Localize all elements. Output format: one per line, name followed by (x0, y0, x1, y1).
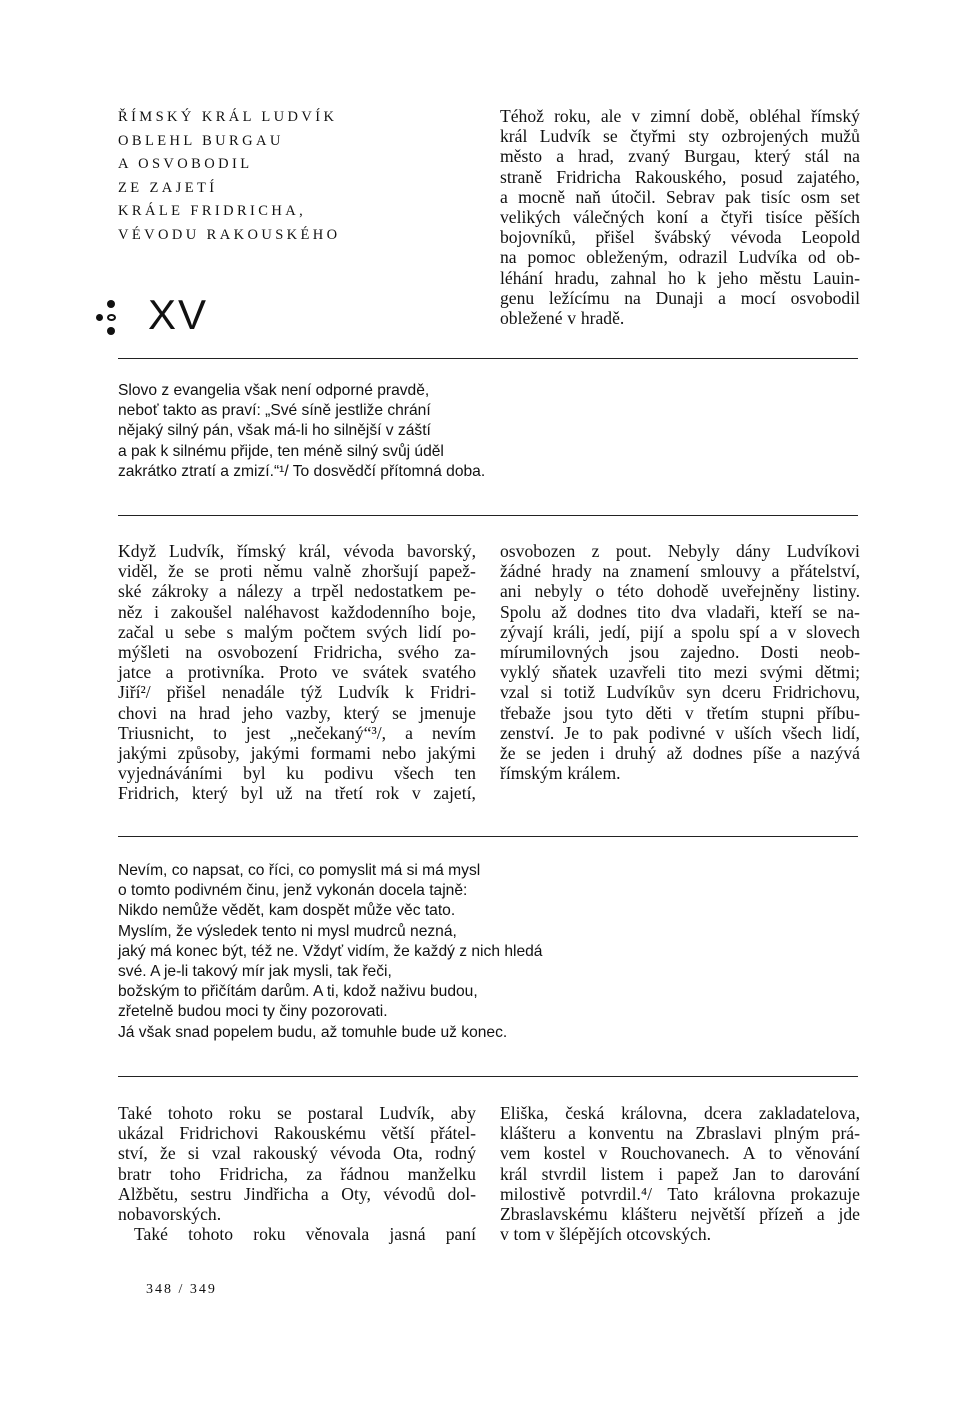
text-line: bojovníků, přišel švábský vévoda Leopold (500, 227, 860, 248)
text-line: Triusnicht, to jest „nečekaný“³/, a nevím (118, 722, 476, 743)
text-line: zývají králi, jedí, pijí a spolu spí a v slovech (500, 621, 860, 642)
page-number: 348 / 349 (146, 1282, 217, 1297)
section-divider (118, 358, 858, 359)
text-line: mýšleti na osvobození Fridricha, svého za- (118, 642, 476, 663)
chapter-heading (118, 106, 418, 248)
text-line: vyjednáváními byl ku podivu všech ten (118, 763, 476, 784)
text-line: nobavorských. (118, 1204, 222, 1225)
chapter-heading-line: ŘÍMSKÝ KRÁL LUDVÍK (118, 109, 338, 125)
verse-line: jaký má konec být, též ne. Vždyť vidím, že každý z nich hledá (118, 942, 543, 960)
section-divider (118, 1076, 858, 1077)
chapter-heading-line: VÉVODU RAKOUSKÉHO (118, 226, 341, 243)
verse-line: Myslím, že výsledek tento ni mysl mudrců nezná, (118, 922, 457, 940)
text-line: mírumilovných jsou zajedno. Dosti neob- (500, 642, 860, 663)
chapter-heading-line: ZE ZAJETÍ (118, 179, 218, 196)
verse-line: své. A je-li takový mír jak mysli, tak řeči, (118, 963, 392, 981)
text-line: Téhož roku, ale v zimní době, obléhal římský (500, 106, 860, 126)
text-line: Když Ludvík, římský král, vévoda bavorský, (118, 541, 476, 561)
text-line: římským králem. (500, 763, 621, 784)
text-line: ské zákroky a nálezy a trpěl nedostatkem pe- (118, 581, 476, 602)
verse-block (118, 861, 678, 1043)
verse-line: a pak k silnému přijde, ten méně silný svůj úděl (118, 442, 444, 460)
text-line: léhání hradu, zahnal ho k jeho městu Lauin- (500, 267, 860, 288)
section-divider (118, 836, 858, 837)
text-line: zenství. Je to pak podivné v uších všech lidí, (500, 722, 860, 743)
text-line: v tom v šlépějích otcovských. (500, 1224, 712, 1245)
verse-line: Nikdo nemůže vědět, kam dospět může věc tato. (118, 902, 456, 920)
text-line: žádné hrady na znamení smlouvy a přátelství, (500, 561, 860, 582)
section-divider (118, 515, 858, 516)
text-line: chovi na hrad jeho vazby, který se jmenuje (118, 702, 476, 723)
text-line: viděl, že se proti němu valně zhoršují papež- (118, 561, 476, 582)
chapter-number: XV (148, 291, 209, 338)
verse-line: neboť takto as praví: „Své síně jestliže chrání (118, 402, 431, 420)
paragraph-right (500, 541, 860, 783)
text-line: něz i zakoušel naléhavost každodenního boje, (118, 601, 476, 622)
verse-block (118, 381, 678, 482)
text-line: velikých válečných koní a čtyři tisíce pěších (500, 207, 860, 228)
verse-line: Já však snad popelem budu, až tomuhle bude už konec. (118, 1023, 508, 1041)
text-line: vem kostel v Rouchovanech. A to věnování (500, 1143, 860, 1164)
text-line: začal u sebe s malým počtem svých lidí po- (118, 621, 476, 642)
text-line: na pomoc obleženým, odrazil Ludvíka od ob- (500, 247, 860, 268)
text-line: král stvrdil listem i papež Jan to darování (500, 1163, 860, 1184)
ornament-icon (96, 298, 120, 338)
verse-line: zřetelně budou moci ty činy pozorovati. (118, 1003, 388, 1021)
text-line: vzal si totiž Ludvíkův syn dceru Fridrichovu, (500, 682, 860, 703)
text-line: třebaže jsou tyto děti v třetím stupni příbu- (500, 702, 860, 723)
text-line: Alžbětu, sestru Jindřicha a Oty, vévodů dol- (118, 1183, 476, 1204)
chapter-heading-line: KRÁLE FRIDRICHA, (118, 203, 307, 220)
chapter-heading-line: OBLEHL BURGAU (118, 132, 284, 149)
text-line: Jiří²/ přišel nenadále týž Ludvík k Fridri- (118, 682, 476, 703)
text-line: jakými způsoby, jakými formami nebo jakými (118, 743, 476, 764)
text-line: ukázal Fridrichovi Rakouskému větší přátel- (118, 1123, 476, 1144)
verse-line: nějaký silný pán, však má-li ho silnější v záští (118, 422, 431, 440)
text-line: klášteru a konventu na Zbraslavi plným prá- (500, 1123, 860, 1144)
text-line: obležené v hradě. (500, 308, 625, 329)
verse-line: Nevím, co napsat, co říci, co pomyslit má si má mysl (118, 862, 481, 879)
text-line: že se jeden i druhý až dodnes píše a nazývá (500, 743, 860, 764)
text-line: město a hrad, zvaný Burgau, který stál na (500, 146, 860, 167)
text-line: bratr toho Fridricha, za řádnou manželku (118, 1163, 476, 1184)
text-line: Zbraslavskému klášteru největší přízeň a jde (500, 1204, 860, 1225)
text-line: ani nebyly o této dohodě uveřejněny listiny. (500, 581, 860, 602)
text-line: jatce a protivníka. Proto ve svátek svatého (118, 662, 476, 683)
verse-line: božským to přičítám darům. A ti, kdož naživu budou, (118, 983, 478, 1001)
verse-line: Slovo z evangelia však není odporné pravdě, (118, 382, 430, 399)
text-line: Také tohoto roku se postaral Ludvík, aby (118, 1103, 476, 1123)
text-line: Spolu až dodnes tito dva vladaři, kteří se na- (500, 601, 860, 622)
text-line: straně Fridricha Rakouského, posud zajatého, (500, 166, 860, 187)
intro-paragraph (500, 106, 860, 328)
chapter-heading-line: A OSVOBODIL (118, 156, 253, 173)
paragraph-right (500, 1103, 860, 1244)
text-line: Eliška, česká královna, dcera zakladatelova, (500, 1103, 860, 1123)
text-line: Také tohoto roku věnovala jasná paní (134, 1224, 476, 1245)
text-line: milostivě potvrdil.⁴/ Tato královna prokazuje (500, 1183, 860, 1204)
text-line: genu ležícímu na Dunaji a mocí osvobodil (500, 287, 860, 308)
text-line: král Ludvík se čtyřmi sty ozbrojených mužů (500, 126, 860, 147)
paragraph-left (118, 1103, 476, 1244)
verse-line: o tomto podivném činu, jenž vykonán docela tajně: (118, 882, 468, 900)
text-line: a mocně naň útočil. Sebrav pak tisíc osm set (500, 186, 860, 207)
text-line: vyklý sňatek uzavřeli tito mezi svými dětmi; (500, 662, 860, 683)
verse-line: zakrátko ztratí a zmizí.“¹/ To dosvědčí přítomná doba. (118, 462, 486, 480)
text-line: ství, že si vzal rakouský vévoda Ota, rodný (118, 1143, 476, 1164)
paragraph-left (118, 541, 476, 804)
text-line: Fridrich, který byl už na třetí rok v zajetí, (118, 783, 476, 804)
text-line: osvobozen z pout. Nebyly dány Ludvíkovi (500, 541, 860, 561)
